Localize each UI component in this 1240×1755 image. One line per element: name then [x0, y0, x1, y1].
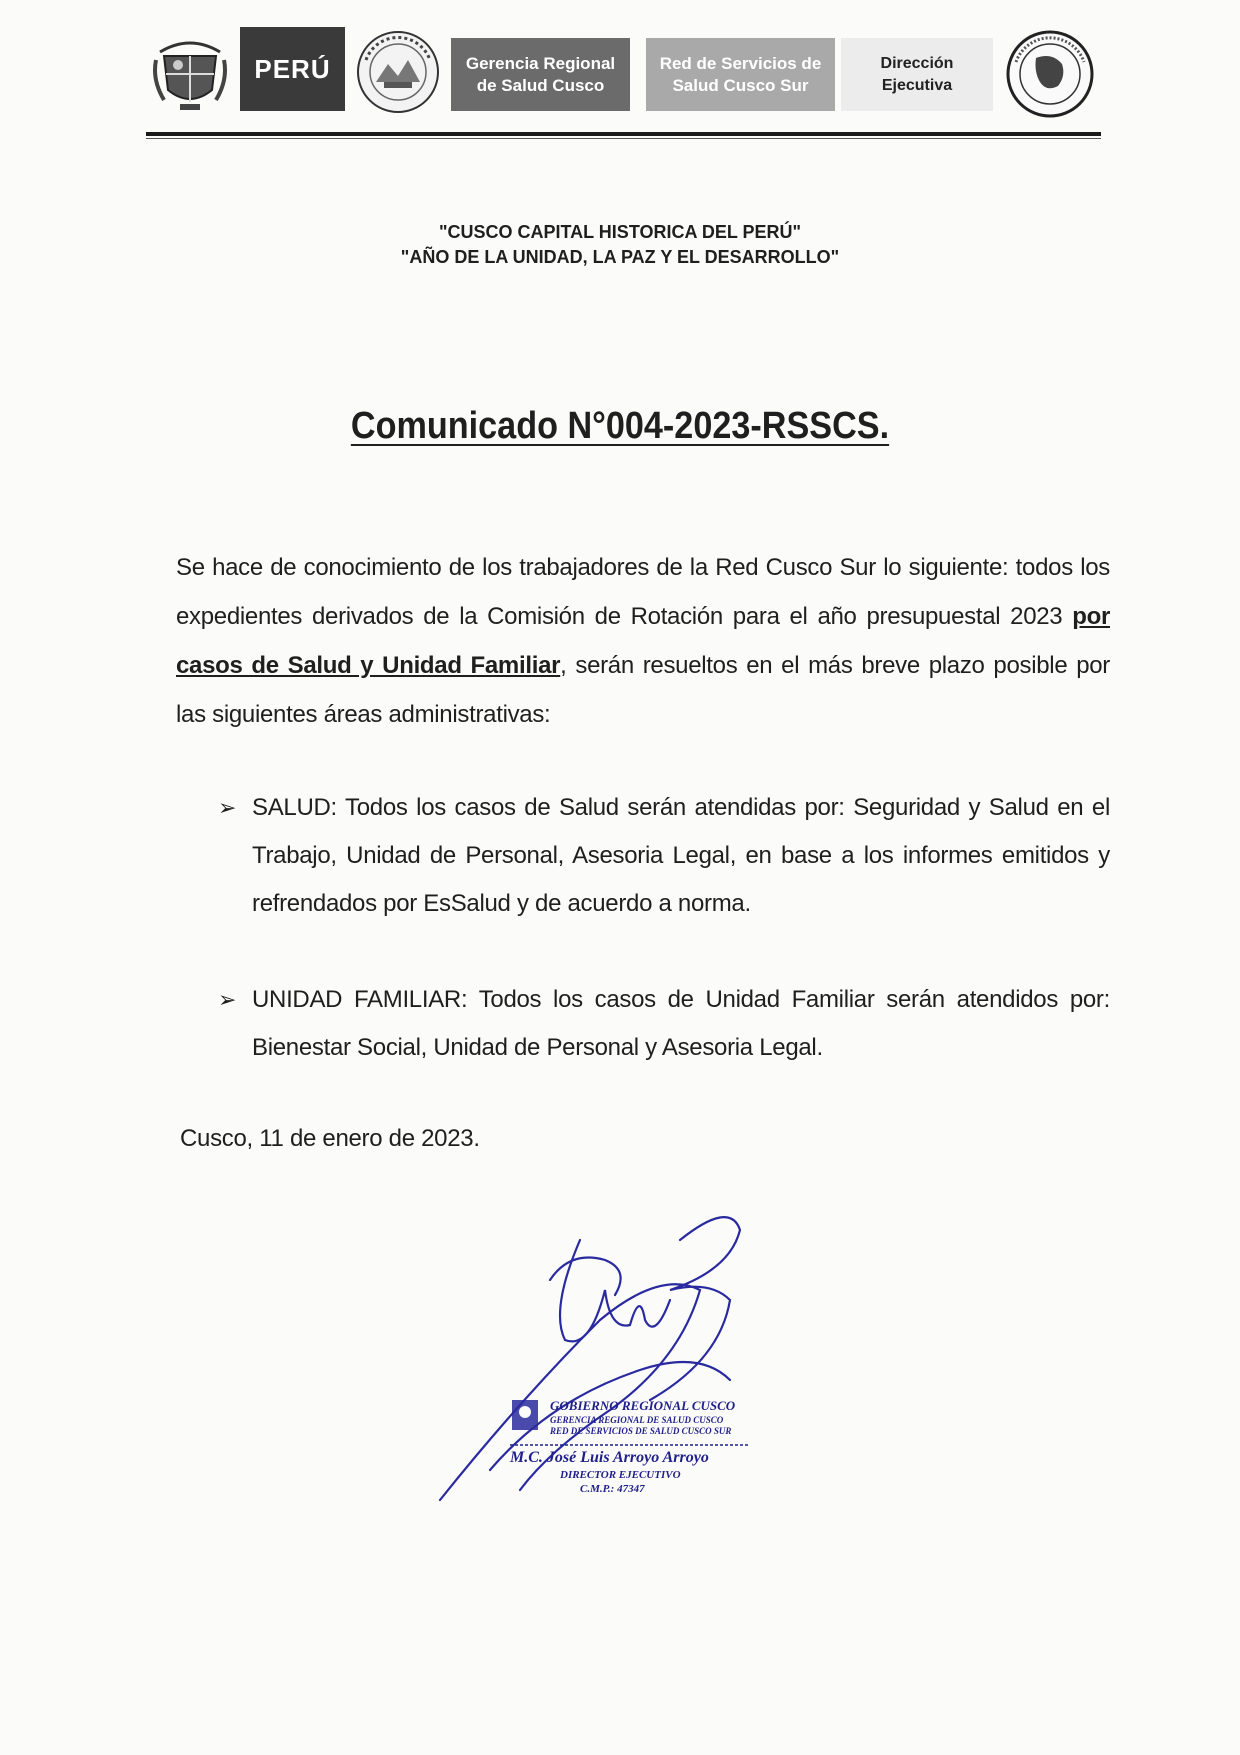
- stamp-role: DIRECTOR EJECUTIVO: [560, 1469, 681, 1481]
- intro-emphasis: por casos de Salud y Unidad Familiar: [176, 603, 1110, 679]
- gobierno-regional-cusco-seal-icon: [354, 30, 442, 114]
- red-line-2: Salud Cusco Sur: [672, 75, 809, 95]
- stamp-cmp: C.M.P.: 47347: [580, 1483, 645, 1495]
- direccion-ejecutiva-banner: [841, 38, 993, 111]
- intro-paragraph: [176, 543, 1110, 739]
- peru-logo: [240, 27, 345, 111]
- gerencia-line-2: de Salud Cusco: [476, 75, 605, 95]
- bullet-text: UNIDAD FAMILIAR: Todos los casos de Unidad Familiar serán atendidos por: Bienestar Social, Unidad de Personal y Asesoria Legal.: [252, 986, 1110, 1061]
- gerencia-line-1: Gerencia Regional: [465, 53, 616, 73]
- intro-text-after: , serán resueltos en el más breve plazo posible por las siguientes áreas administrativas:: [176, 652, 1110, 728]
- handwritten-signature: [430, 1200, 790, 1510]
- stamp-line-3: RED DE SERVICIOS DE SALUD CUSCO SUR: [550, 1426, 732, 1436]
- date-line: Cusco, 11 de enero de 2023.: [180, 1125, 480, 1152]
- document-title: Comunicado N°004-2023-RSSCS.: [350, 405, 890, 447]
- bullet-item-salud: [218, 784, 1110, 934]
- peru-coat-of-arms-icon: [150, 30, 230, 114]
- gerencia-regional-banner: [451, 38, 630, 111]
- bullet-item-unidad-familiar: [218, 976, 1110, 1076]
- direccion-line-2: Ejecutiva: [881, 76, 953, 94]
- red-line-1: Red de Servicios de: [659, 53, 822, 73]
- signature-stamp: [430, 1200, 790, 1510]
- arrow-bullet-icon: ➢: [218, 795, 237, 820]
- motto-line-2: "AÑO DE LA UNIDAD, LA PAZ Y EL DESARROLLO": [400, 247, 840, 267]
- peru-label: PERÚ: [254, 53, 331, 84]
- arrow-bullet-icon: ➢: [218, 987, 237, 1012]
- motto-line-1: "CUSCO CAPITAL HISTORICA DEL PERÚ": [438, 222, 802, 242]
- intro-text-before: Se hace de conocimiento de los trabajadores de la Red Cusco Sur lo siguiente: todos los expedientes derivados de la Comisión de Rotación para el año presupuestal 2023: [176, 554, 1110, 630]
- stamp-emblem-icon: [512, 1400, 538, 1430]
- red-servicios-banner: [646, 38, 835, 111]
- red-cusco-sur-seal-icon: [1000, 28, 1100, 120]
- stamp-line-1: GOBIERNO REGIONAL CUSCO: [550, 1398, 736, 1413]
- header-rule: [146, 132, 1101, 136]
- header-rule-thin: [146, 138, 1101, 139]
- direccion-line-1: Dirección: [880, 54, 954, 72]
- stamp-line-2: GERENCIA REGIONAL DE SALUD CUSCO: [550, 1415, 724, 1425]
- stamp-name: M.C. José Luis Arroyo Arroyo: [510, 1449, 709, 1466]
- bullet-text: SALUD: Todos los casos de Salud serán atendidas por: Seguridad y Salud en el Trabajo, Unidad de Personal, Asesoria Legal, en base a los informes emitidos y refrendados por EsSalud y de acuerdo a norma.: [252, 794, 1110, 917]
